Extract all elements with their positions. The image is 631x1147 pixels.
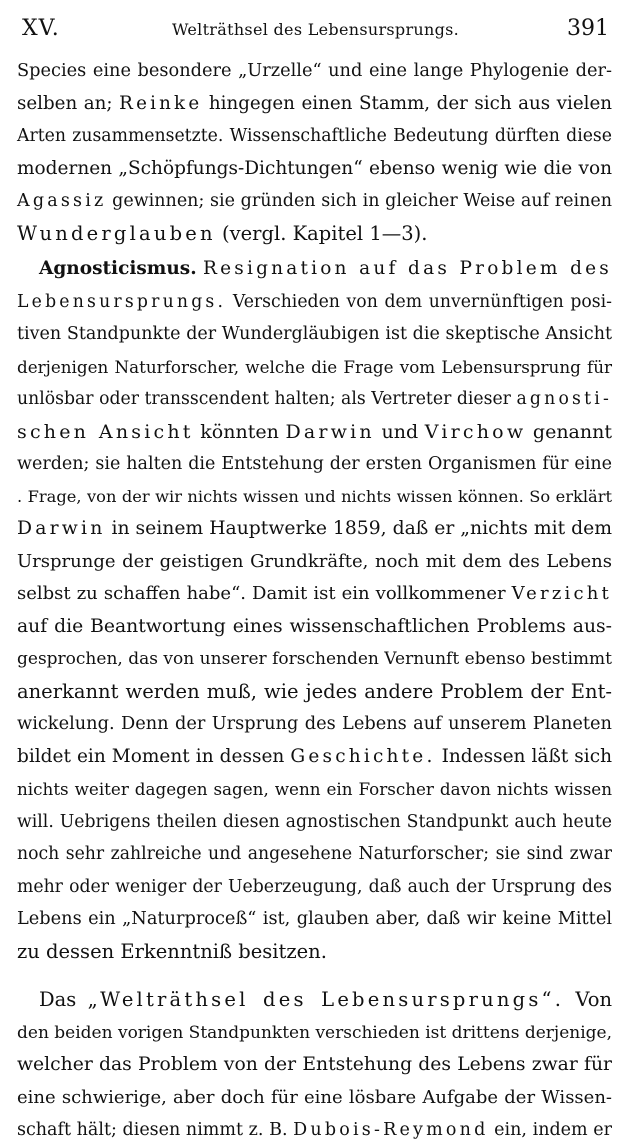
spaced-emphasis: Lebensursprungs. <box>17 291 227 312</box>
bold-term: Agnosticismus. <box>39 258 197 279</box>
spaced-emphasis: Geschichte. <box>290 745 436 767</box>
text-run: Lebens ein „Naturproceß“ ist, glauben aber, daß wir keine Mittel <box>17 909 612 929</box>
spaced-emphasis: schen Ansicht <box>17 420 194 443</box>
text-run: anerkannt werden muß, wie jedes andere Problem der Ent- <box>17 679 612 703</box>
text-line <box>17 253 612 286</box>
text-line <box>17 286 612 319</box>
spaced-emphasis: Dubois-Reymond <box>293 1120 489 1140</box>
text-run: gewinnen; sie gründen sich in gleicher Weise auf reinen <box>106 191 612 211</box>
text-line <box>17 481 612 514</box>
text-line <box>17 984 612 1017</box>
paragraph <box>17 984 612 1147</box>
text-run: Das <box>39 988 88 1011</box>
text-run: nichts weiter dagegen sagen, wenn ein Forscher davon nichts wissen <box>17 779 612 799</box>
text-line <box>17 903 612 936</box>
text-line <box>17 546 612 579</box>
text-run: . Frage, von der wir nichts wissen und nichts wissen können. So erklärt <box>17 486 612 506</box>
text-line <box>17 708 612 741</box>
text-line <box>17 578 612 611</box>
spaced-emphasis: Resignation auf das Problem des <box>202 258 612 279</box>
spaced-emphasis: Darwin <box>17 518 106 539</box>
text-run: und <box>374 420 425 443</box>
spaced-emphasis: agnosti- <box>516 389 612 409</box>
text-line <box>17 1049 612 1082</box>
text-run: gesprochen, das von unserer forschenden Vernunft ebenso bestimmt <box>17 649 612 669</box>
text-run: Verschieden von dem unvernünftigen posi- <box>226 291 612 312</box>
paragraph <box>17 55 612 250</box>
spaced-emphasis: Agassiz <box>17 191 107 211</box>
text-line <box>17 153 612 186</box>
text-line <box>17 88 612 121</box>
spaced-emphasis: Wunderglauben <box>17 221 216 245</box>
text-run: schaft hält; diesen nimmt z. B. <box>17 1120 294 1140</box>
chapter-number: XV. <box>22 16 60 41</box>
text-line <box>17 513 612 546</box>
text-line <box>17 55 612 88</box>
text-line <box>17 120 612 153</box>
text-run: ein, indem er <box>488 1120 612 1140</box>
text-line <box>17 448 612 481</box>
page-header <box>22 14 609 44</box>
text-run: Indessen läßt sich <box>435 745 612 767</box>
text-run: welcher das Problem von der Entstehung des Lebens zwar für <box>17 1054 612 1075</box>
text-run: auf die Beantwortung eines wissenschaftlichen Problems aus- <box>17 615 612 637</box>
text-line <box>17 871 612 904</box>
text-run: in seinem Hauptwerke 1859, daß er „nichts mit dem <box>105 518 612 539</box>
text-run: hingegen einen Stamm, der sich aus vielen <box>202 92 613 114</box>
spaced-emphasis: Reinke <box>119 92 203 114</box>
text-run: unlösbar oder transscendent halten; als Vertreter dieser <box>17 389 517 409</box>
text-run: selbst zu schaffen habe“. Damit ist ein vollkommener <box>17 583 512 604</box>
spaced-emphasis: „Welträthsel des Lebensursprungs“. <box>87 988 565 1011</box>
text-line <box>17 741 612 774</box>
text-run: mehr oder weniger der Ueberzeugung, daß auch der Ursprung des <box>17 876 612 897</box>
text-line <box>17 1017 612 1050</box>
text-line <box>17 643 612 676</box>
text-run: Von <box>564 988 613 1011</box>
text-line <box>17 416 612 449</box>
text-run: den beiden vorigen Standpunkten verschieden ist drittens derjenige, <box>17 1022 612 1043</box>
text-line <box>17 1114 612 1147</box>
text-run: derjenigen Naturforscher, welche die Frage vom Lebensursprung für <box>17 356 612 377</box>
text-run: tiven Standpunkte der Wundergläubigen ist die skeptische Ansicht <box>17 324 612 344</box>
text-run: noch sehr zahlreiche und angesehene Naturforscher; sie sind zwar <box>17 844 612 864</box>
text-run: selben an; <box>17 92 120 114</box>
text-run: Ursprunge der geistigen Grundkräfte, noch mit dem des Lebens <box>17 550 612 572</box>
text-run: Species eine besondere „Urzelle“ und eine lange Phylogenie der- <box>17 61 612 81</box>
text-run: will. Uebrigens theilen diesen agnostischen Standpunkt auch heute <box>17 811 612 832</box>
text-line <box>17 351 612 384</box>
text-line <box>17 676 612 709</box>
spaced-emphasis: Virchow <box>424 420 527 443</box>
text-line <box>17 1082 612 1115</box>
text-line <box>17 218 612 251</box>
body-text <box>17 55 612 1147</box>
text-run: Arten zusammensetzte. Wissenschaftliche Bedeutung dürften diese <box>17 126 612 146</box>
text-run: eine schwierige, aber doch für eine lösbare Aufgabe der Wissen- <box>17 1086 612 1108</box>
spaced-emphasis: Darwin <box>285 420 375 443</box>
text-run: werden; sie halten die Entstehung der ersten Organismen für eine <box>17 454 612 474</box>
text-run: modernen „Schöpfungs-Dichtungen“ ebenso wenig wie die von <box>17 157 612 179</box>
text-line <box>17 185 612 218</box>
text-line <box>17 318 612 351</box>
running-title: Welträthsel des Lebensursprungs. <box>171 20 460 39</box>
text-line <box>17 611 612 644</box>
text-run: wickelung. Denn der Ursprung des Lebens auf unserem Planeten <box>17 714 612 734</box>
text-run: bildet ein Moment in dessen <box>17 745 291 767</box>
text-line <box>17 838 612 871</box>
text-run: könnten <box>193 420 286 443</box>
paragraph <box>17 253 612 968</box>
text-run: (vergl. Kapitel 1—3). <box>215 221 428 245</box>
page-number: 391 <box>567 16 609 41</box>
text-run: genannt <box>526 420 612 443</box>
text-line <box>17 936 612 969</box>
text-line <box>17 806 612 839</box>
text-run: zu dessen Erkenntniß besitzen. <box>17 939 327 963</box>
spaced-emphasis: Verzicht <box>511 583 612 604</box>
text-line <box>17 383 612 416</box>
text-line <box>17 773 612 806</box>
